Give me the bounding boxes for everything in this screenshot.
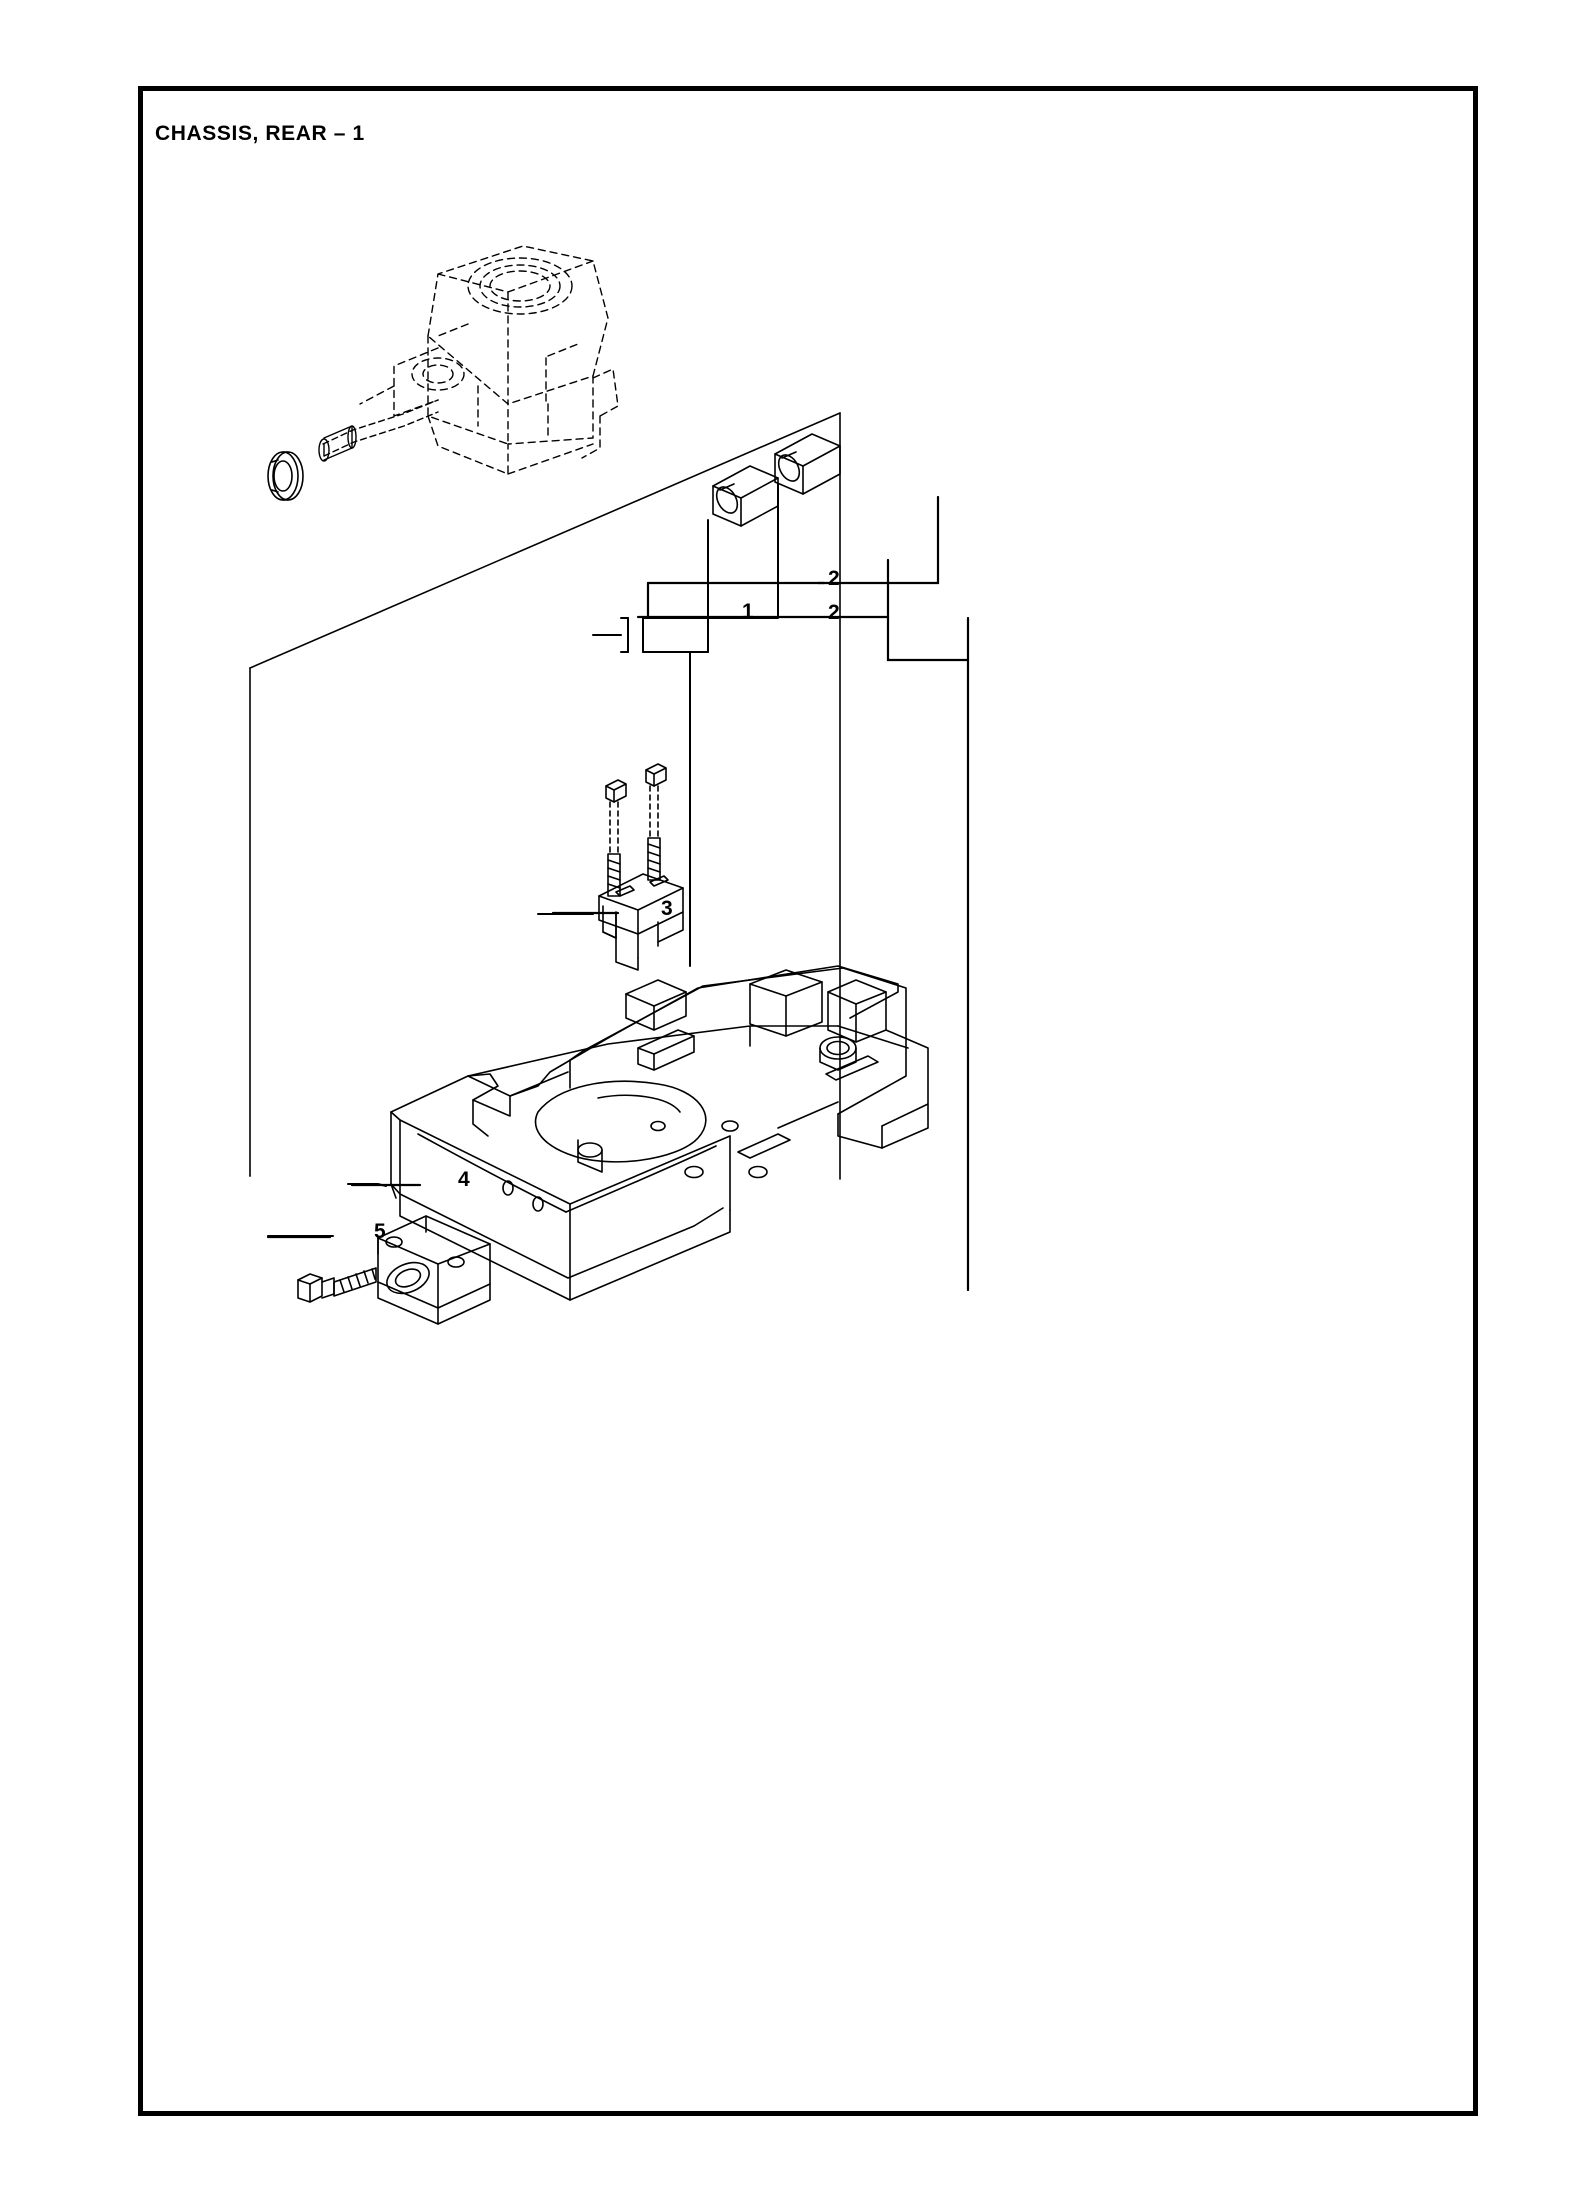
bushing-sleeve-upper	[774, 434, 840, 494]
rear-chassis-body	[391, 966, 928, 1300]
bushing-sleeve-lower	[712, 466, 778, 526]
callout-label-2-lower: 2	[828, 601, 840, 624]
hex-bolt	[298, 1268, 376, 1302]
bracket-screws	[606, 764, 666, 896]
callout-label-4: 4	[458, 1168, 470, 1191]
mounting-bracket-small	[599, 874, 683, 970]
engine-mount-washer	[268, 452, 303, 500]
callout-label-3: 3	[661, 897, 673, 920]
chassis-plate-outline	[250, 413, 843, 1179]
engine-mount-bolt	[319, 400, 438, 461]
callout-label-5: 5	[374, 1220, 386, 1243]
parts-diagram	[138, 86, 1478, 2116]
callout-leaders-lower	[268, 914, 593, 1236]
engine-housing-hidden	[360, 246, 618, 474]
callout-label-1: 1	[742, 600, 754, 623]
page-title: CHASSIS, REAR – 1	[155, 122, 365, 145]
callout-label-2-upper: 2	[828, 567, 840, 590]
